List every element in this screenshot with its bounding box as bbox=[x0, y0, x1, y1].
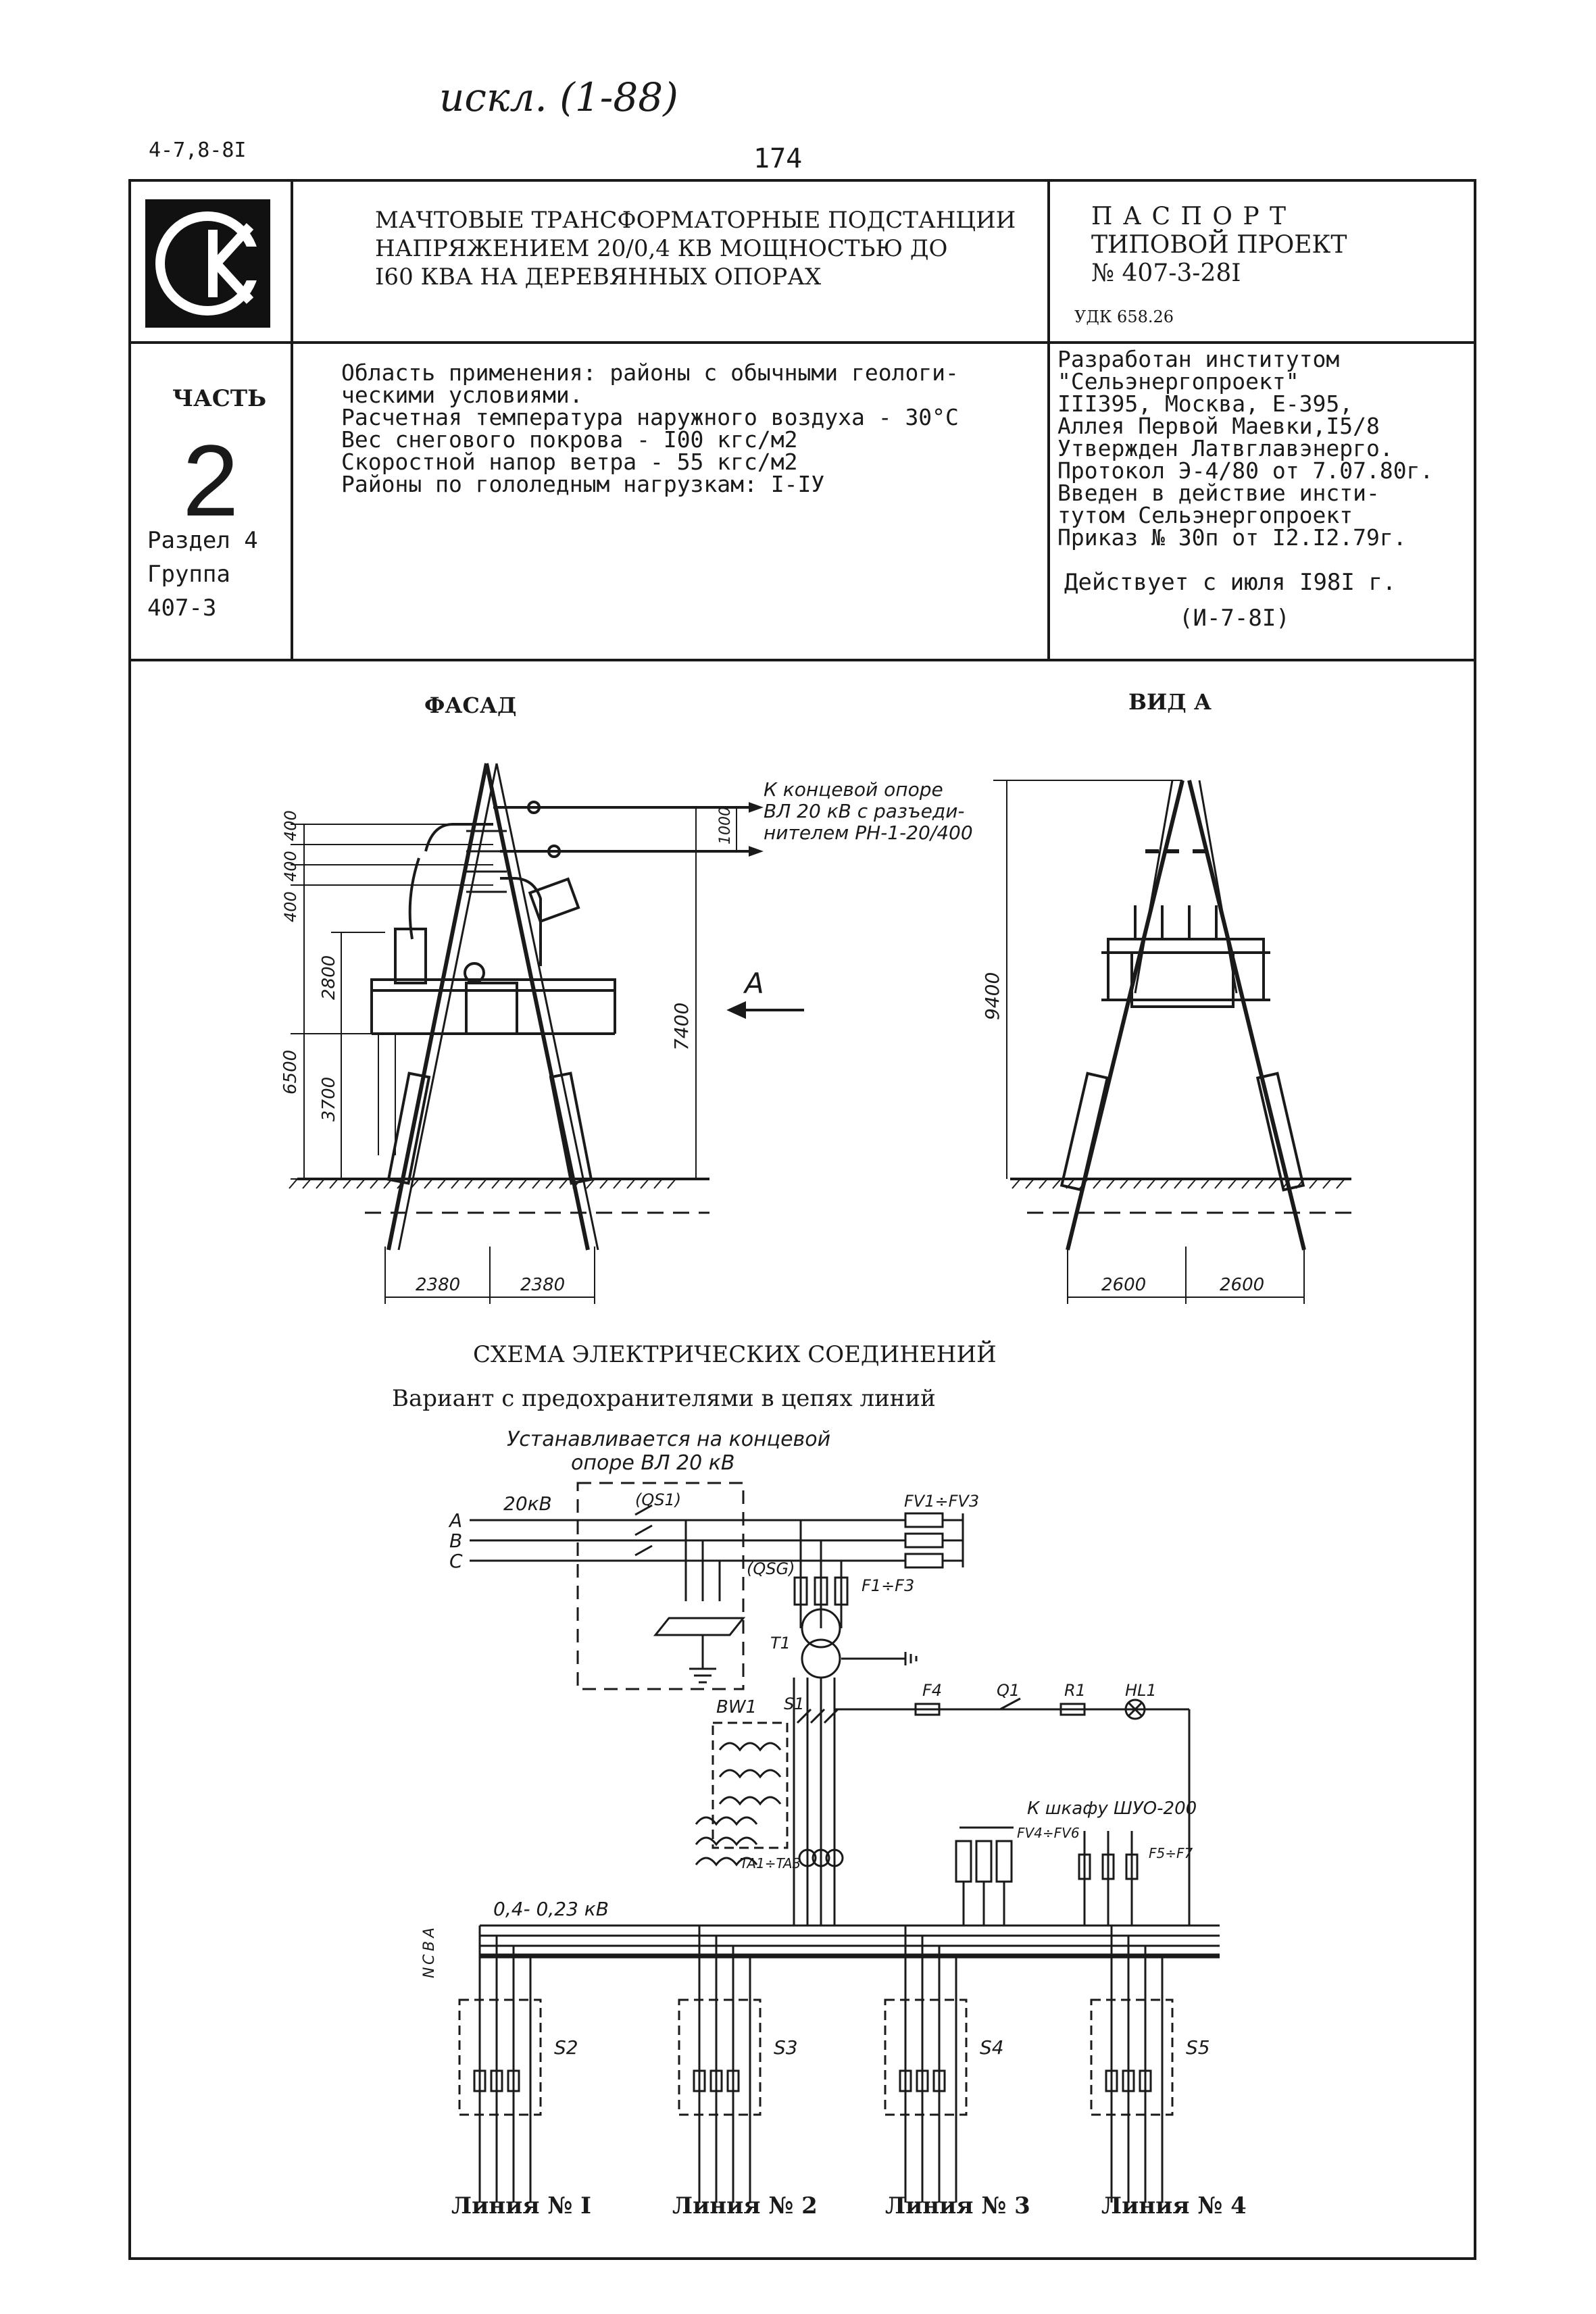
feeder-1 bbox=[459, 1926, 541, 2203]
developer-line: Протокол Э-4/80 от 7.07.80г. bbox=[1057, 457, 1434, 484]
facade-note-3: нителем РН-1-20/400 bbox=[764, 822, 973, 844]
facade-drawing bbox=[264, 750, 1034, 1324]
dim-1000: 1000 bbox=[717, 807, 734, 845]
condition-line: Расчетная температура наружного воздуха - 30°С bbox=[341, 404, 959, 430]
effective-code: (И-7-8I) bbox=[1179, 605, 1290, 632]
label-ta: TA1÷TA3 bbox=[740, 1855, 801, 1871]
condition-line: ческими условиями. bbox=[341, 382, 583, 408]
dim-view-base-left: 2600 bbox=[1101, 1275, 1147, 1295]
part-group: 407-3 bbox=[147, 595, 217, 622]
label-f13: F1÷F3 bbox=[862, 1576, 915, 1595]
facade-note-2: ВЛ 20 кВ с разъеди- bbox=[764, 800, 965, 822]
label-fv46: FV4÷FV6 bbox=[1017, 1825, 1080, 1841]
scheme-subtitle: Вариант с предохранителями в цепях линий bbox=[392, 1385, 936, 1412]
switch-s3: S3 bbox=[774, 2036, 798, 2059]
dim-400-c: 400 bbox=[281, 891, 300, 922]
developer-line: Аллея Первой Маевки,I5/8 bbox=[1057, 413, 1380, 439]
phase-a: А bbox=[449, 1509, 463, 1532]
dim-6500: 6500 bbox=[280, 1049, 301, 1095]
dim-view-base-right: 2600 bbox=[1220, 1275, 1265, 1295]
bus-c: С bbox=[421, 1954, 438, 1965]
view-marker: А bbox=[745, 967, 764, 1000]
line-label-4: Линия № 4 bbox=[1101, 2192, 1247, 2219]
part-group-label: Группа bbox=[147, 561, 230, 588]
ck-logo bbox=[145, 199, 270, 328]
scheme-title: СХЕМА ЭЛЕКТРИЧЕСКИХ СОЕДИНЕНИЙ bbox=[473, 1341, 997, 1368]
electrical-scheme bbox=[419, 1426, 1297, 2216]
bus-n: N bbox=[421, 1967, 438, 1978]
developer-line: "Сельэнергопроект" bbox=[1057, 368, 1299, 395]
dim-base-right: 2380 bbox=[520, 1275, 566, 1295]
condition-line: Вес снегового покрова - I00 кгс/м2 bbox=[341, 426, 798, 453]
header-vline-1 bbox=[291, 179, 293, 660]
label-q1: Q1 bbox=[997, 1681, 1020, 1700]
voltage-hv: 20кВ bbox=[503, 1492, 552, 1515]
dim-400-b: 400 bbox=[281, 851, 300, 882]
developer-line: Утвержден Латвглавэнерго. bbox=[1057, 435, 1393, 461]
ck-logo-icon bbox=[145, 199, 270, 328]
switch-s2: S2 bbox=[554, 2036, 578, 2059]
scheme-note-1: Устанавливается на концевой bbox=[507, 1428, 831, 1451]
title-line: МАЧТОВЫЕ ТРАНСФОРМАТОРНЫЕ ПОДСТАНЦИИ bbox=[375, 207, 1016, 234]
label-f4: F4 bbox=[922, 1681, 943, 1700]
feeder-3 bbox=[885, 1926, 966, 2203]
label-voltage-lv: 0,4- 0,23 кВ bbox=[493, 1898, 609, 1920]
page-number: 174 bbox=[753, 143, 803, 174]
line-label-1: Линия № I bbox=[451, 2192, 592, 2219]
label-hl1: HL1 bbox=[1125, 1681, 1157, 1700]
passport-block bbox=[1091, 203, 1347, 288]
dim-9400: 9400 bbox=[981, 972, 1003, 1020]
passport-subtitle: ТИПОВОЙ ПРОЕКТ bbox=[1091, 231, 1347, 259]
developer-line: тутом Сельэнергопроект bbox=[1057, 502, 1353, 528]
dim-7400: 7400 bbox=[670, 1002, 693, 1051]
title-line: НАПРЯЖЕНИЕМ 20/0,4 КВ МОЩНОСТЬЮ ДО bbox=[375, 235, 948, 262]
condition-line: Скоростной напор ветра - 55 кгс/м2 bbox=[341, 449, 798, 475]
bus-a: А bbox=[421, 1927, 438, 1938]
header-divider-1 bbox=[128, 341, 1476, 344]
effective-date: Действует с июля I98I г. bbox=[1064, 569, 1397, 596]
condition-line: Районы по гололедным нагрузкам: I-IУ bbox=[341, 471, 825, 497]
passport-number: № 407-3-28I bbox=[1091, 259, 1241, 287]
switch-s4: S4 bbox=[980, 2036, 1004, 2059]
label-t1: T1 bbox=[770, 1634, 791, 1653]
label-shkaf: К шкафу ШУО-200 bbox=[1027, 1799, 1197, 1819]
udk: УДК 658.26 bbox=[1074, 307, 1174, 326]
conditions-block bbox=[341, 361, 959, 495]
part-label: ЧАСТЬ bbox=[172, 385, 267, 412]
dim-2800: 2800 bbox=[319, 955, 339, 1000]
label-bw1: BW1 bbox=[716, 1697, 757, 1717]
feeder-2 bbox=[679, 1926, 760, 2203]
label-r1: R1 bbox=[1064, 1681, 1086, 1700]
scheme-note-2: опоре ВЛ 20 кВ bbox=[571, 1451, 735, 1475]
label-s1: S1 bbox=[784, 1694, 805, 1713]
line-label-3: Линия № 3 bbox=[885, 2192, 1030, 2219]
view-a-drawing bbox=[966, 750, 1385, 1324]
label-qs1: (QS1) bbox=[635, 1490, 682, 1509]
dim-400-a: 400 bbox=[281, 810, 300, 841]
developer-line: Разработан институтом bbox=[1057, 346, 1340, 372]
feeder-4 bbox=[1091, 1926, 1172, 2203]
view-a-title: ВИД А bbox=[1128, 689, 1212, 715]
title-line: I60 КВА НА ДЕРЕВЯННЫХ ОПОРАХ bbox=[375, 263, 822, 291]
developer-line: Приказ № 30п от I2.I2.79г. bbox=[1057, 524, 1407, 551]
header-divider-2 bbox=[128, 659, 1476, 661]
label-qsg: (QSG) bbox=[747, 1559, 795, 1578]
developer-line: Введен в действие инсти- bbox=[1057, 480, 1380, 506]
title-block bbox=[375, 206, 1016, 291]
bus-b: В bbox=[421, 1940, 438, 1951]
header-vline-2 bbox=[1047, 179, 1050, 660]
dim-base-left: 2380 bbox=[416, 1275, 461, 1295]
dim-3700: 3700 bbox=[319, 1076, 339, 1122]
developer-block bbox=[1057, 348, 1433, 549]
passport-title: П А С П О Р Т bbox=[1091, 203, 1288, 230]
phase-b: В bbox=[449, 1530, 463, 1552]
part-number: 2 bbox=[182, 424, 239, 537]
developer-line: III395, Москва, Е-395, bbox=[1057, 391, 1353, 417]
facade-note-1: К концевой опоре bbox=[764, 778, 943, 801]
handwritten-note: искл. (1-88) bbox=[439, 74, 678, 120]
line-label-2: Линия № 2 bbox=[672, 2192, 818, 2219]
condition-line: Область применения: районы с обычными геологи- bbox=[341, 359, 959, 386]
switch-s5: S5 bbox=[1186, 2036, 1210, 2059]
part-section: Раздел 4 bbox=[147, 527, 258, 554]
doc-code: 4-7,8-8I bbox=[149, 139, 247, 162]
facade-title: ФАСАД bbox=[424, 693, 517, 718]
label-f5f7: F5÷F7 bbox=[1149, 1845, 1193, 1861]
phase-c: С bbox=[449, 1550, 463, 1572]
label-fv13: FV1÷FV3 bbox=[904, 1492, 980, 1511]
